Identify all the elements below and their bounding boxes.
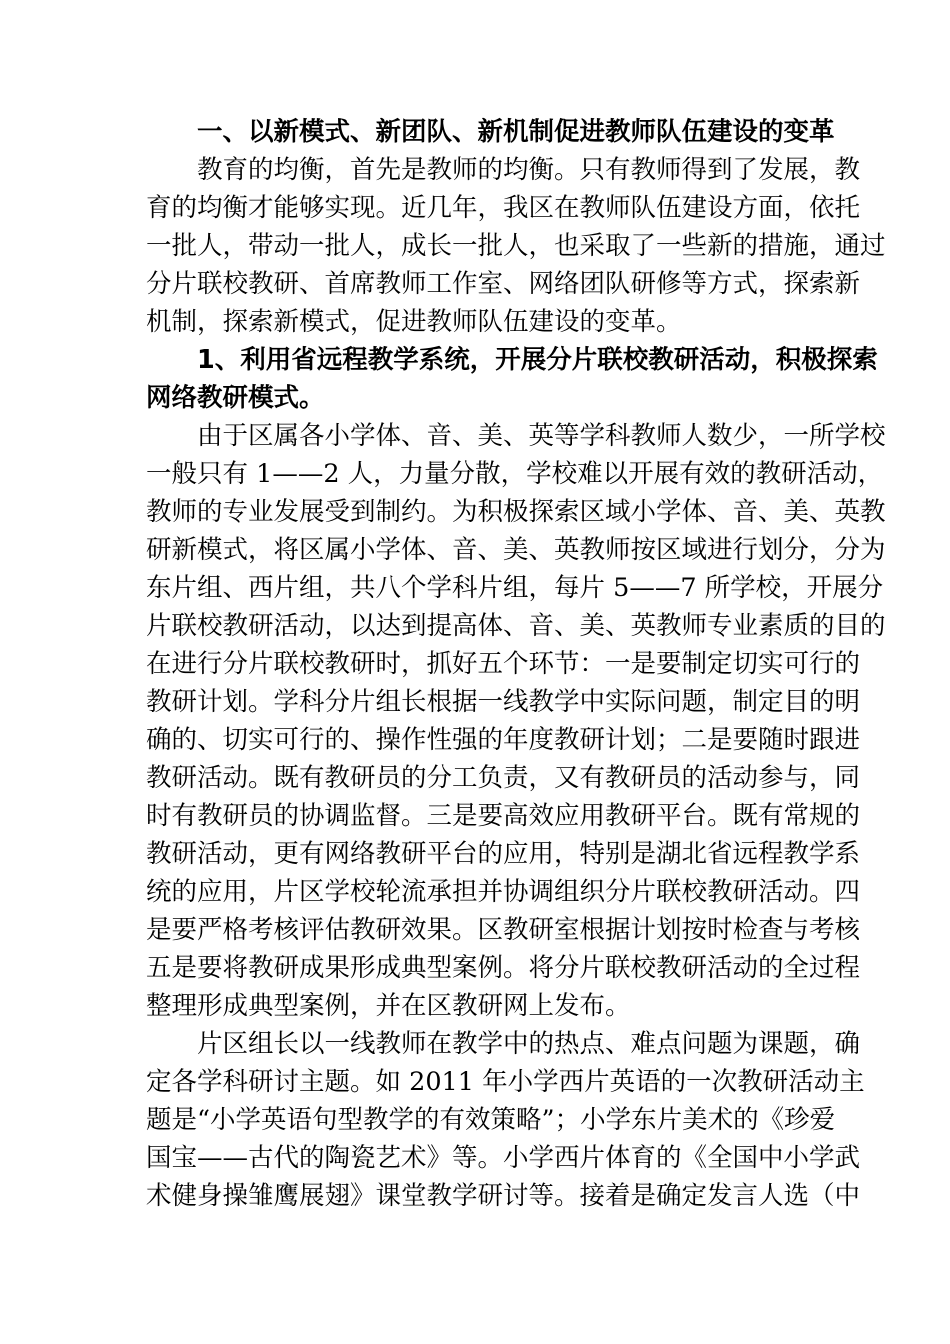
paragraph-line: 育的均衡才能够实现。近几年，我区在教师队伍建设方面，依托 [146, 193, 861, 223]
paragraph-line: 教育的均衡，首先是教师的均衡。只有教师得到了发展，教 [197, 155, 861, 185]
subheading-line: 1、利用省远程教学系统，开展分片联校教研活动，积极探索 [197, 345, 878, 375]
paragraph-line: 研新模式，将区属小学体、音、美、英教师按区域进行划分，分为 [146, 535, 886, 565]
paragraph-line: 一般只有 1——2 人，力量分散，学校难以开展有效的教研活动， [146, 459, 884, 489]
paragraph-1 [146, 151, 886, 341]
paragraph-line: 统的应用，片区学校轮流承担并协调组织分片联校教研活动。四 [146, 877, 861, 907]
paragraph-line: 整理形成典型案例，并在区教研网上发布。 [146, 991, 631, 1021]
paragraph-line: 教师的专业发展受到制约。为积极探索区域小学体、音、美、英教 [146, 497, 886, 527]
document-page [146, 113, 886, 1215]
paragraph-line: 分片联校教研、首席教师工作室、网络团队研修等方式，探索新 [146, 269, 861, 299]
paragraph-2 [146, 417, 886, 1025]
paragraph-line: 是要严格考核评估教研效果。区教研室根据计划按时检查与考核 [146, 915, 861, 945]
subheading [146, 341, 878, 417]
paragraph-line: 国宝——古代的陶瓷艺术》等。小学西片体育的《全国中小学武 [146, 1143, 861, 1173]
paragraph-line: 题是“小学英语句型教学的有效策略”；小学东片美术的《珍爱 [146, 1105, 836, 1135]
paragraph-line: 由于区属各小学体、音、美、英等学科教师人数少，一所学校 [197, 421, 886, 451]
paragraph-line: 片区组长以一线教师在教学中的热点、难点问题为课题，确 [197, 1029, 861, 1059]
paragraph-line: 机制，探索新模式，促进教师队伍建设的变革。 [146, 307, 682, 337]
paragraph-line: 五是要将教研成果形成典型案例。将分片联校教研活动的全过程 [146, 953, 861, 983]
paragraph-3 [146, 1025, 865, 1215]
section-heading: 一、以新模式、新团队、新机制促进教师队伍建设的变革 [197, 117, 835, 147]
subheading-line: 网络教研模式。 [146, 383, 325, 413]
paragraph-line: 一批人，带动一批人，成长一批人，也采取了一些新的措施，通过 [146, 231, 886, 261]
paragraph-line: 片联校教研活动，以达到提高体、音、美、英教师专业素质的目的 [146, 611, 886, 641]
paragraph-line: 时有教研员的协调监督。三是要高效应用教研平台。既有常规的 [146, 801, 861, 831]
paragraph-line: 定各学科研讨主题。如 2011 年小学西片英语的一次教研活动主 [146, 1067, 865, 1097]
paragraph-line: 确的、切实可行的、操作性强的年度教研计划；二是要随时跟进 [146, 725, 861, 755]
paragraph-line: 教研活动。既有教研员的分工负责，又有教研员的活动参与，同 [146, 763, 861, 793]
paragraph-line: 教研活动，更有网络教研平台的应用，特别是湖北省远程教学系 [146, 839, 861, 869]
paragraph-line: 东片组、西片组，共八个学科片组，每片 5——7 所学校，开展分 [146, 573, 884, 603]
paragraph-line: 教研计划。学科分片组长根据一线教学中实际问题，制定目的明 [146, 687, 861, 717]
paragraph-line: 术健身操雏鹰展翅》课堂教学研讨等。接着是确定发言人选（中 [146, 1181, 861, 1211]
paragraph-line: 在进行分片联校教研时，抓好五个环节：一是要制定切实可行的 [146, 649, 861, 679]
